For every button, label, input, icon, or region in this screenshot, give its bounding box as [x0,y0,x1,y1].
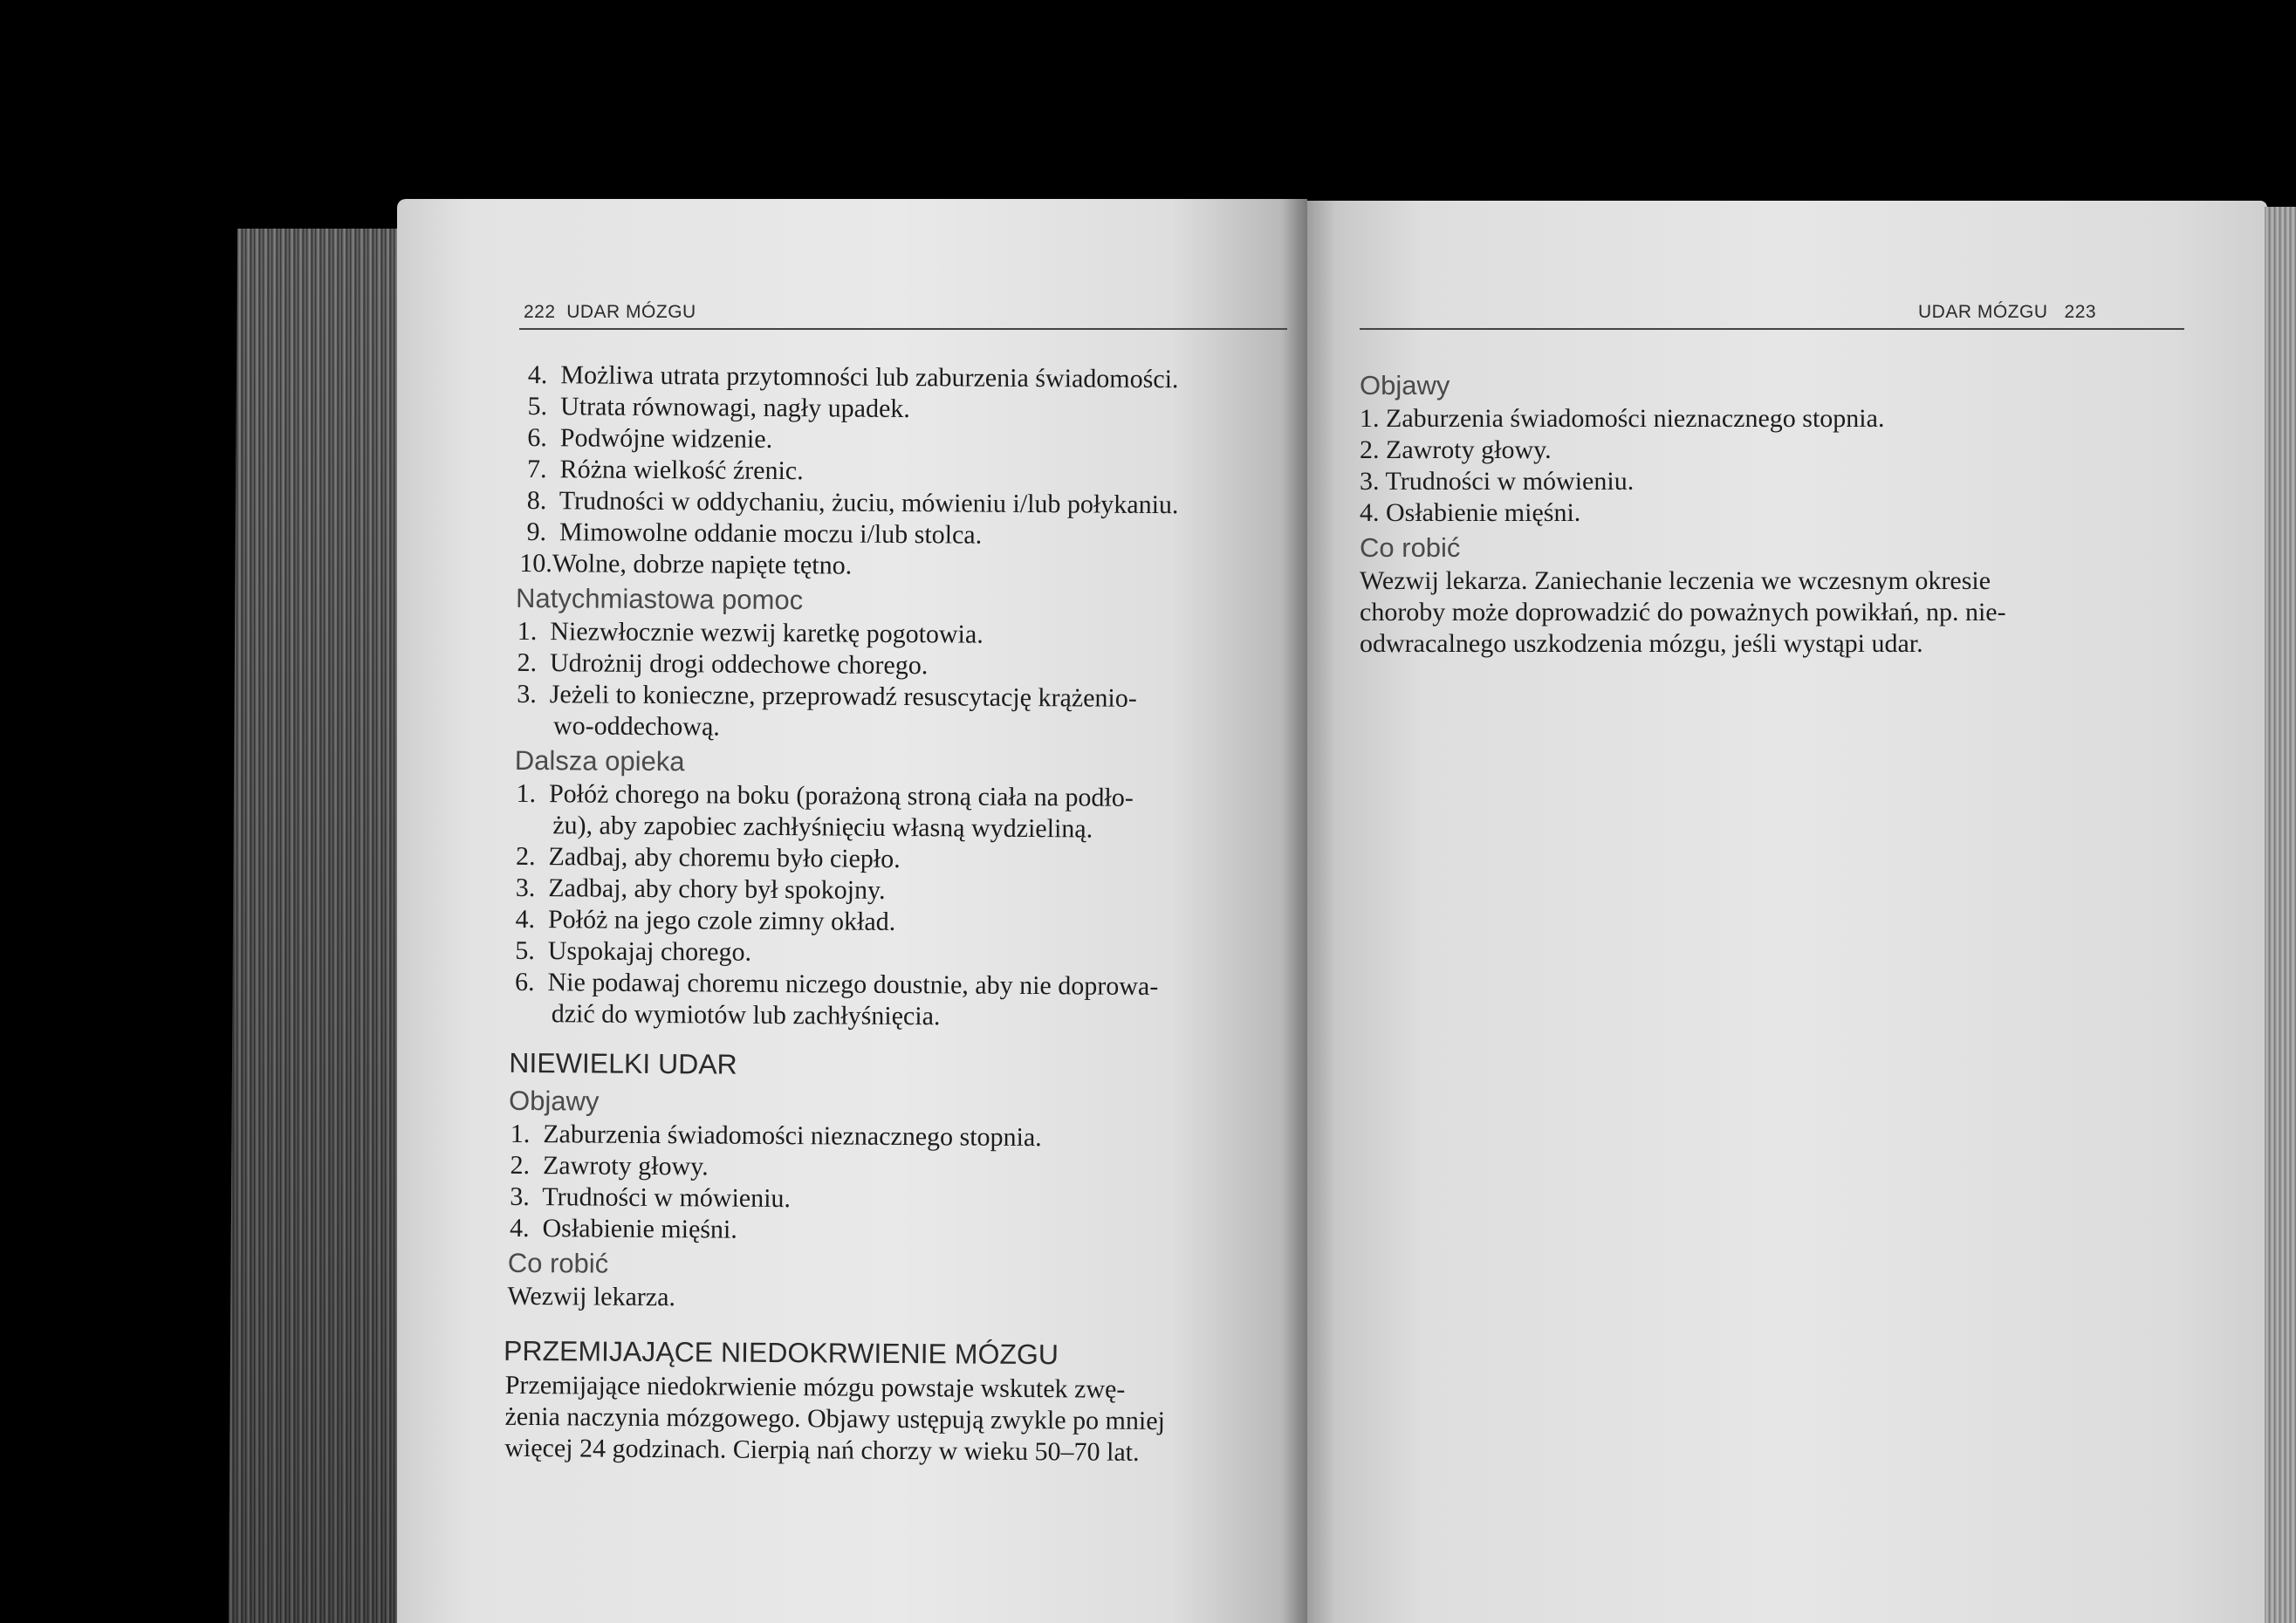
paragraph-line: Przemijające niedokrwienie mózgu powstaje wskutek zwę- [504,1370,1126,1404]
paragraph-line: więcej 24 godzinach. Cierpią nań chorzy w wieku 50–70 lat. [504,1433,1140,1467]
left-page [397,199,1307,1623]
list-item: 1. Połóż chorego na boku (porażoną stroną ciała na podło- [516,778,1134,812]
right-action-heading: Co robić [1360,532,1461,563]
list-item: 6. Podwójne widzenie. [527,422,773,454]
list-item: 5. Utrata równowagi, nagły upadek. [527,391,910,424]
list-item: 9. Mimowolne oddanie moczu i/lub stolca. [526,517,983,550]
list-item: 7. Różna wielkość źrenic. [527,454,804,486]
list-item: 8. Trudności w oddychaniu, żuciu, mówieniu i/lub połykaniu. [526,485,1179,520]
list-item: 4. Połóż na jego czole zimny okład. [515,904,896,936]
continued-symptom-list [519,360,1179,584]
list-item: 4. Osłabienie mięśni. [1360,498,1581,527]
left-header-rule [519,328,1287,330]
left-page-body [503,360,1179,1469]
tia-paragraph [504,1370,1172,1469]
list-item: 2. Zawroty głowy. [510,1150,709,1181]
list-item: 10.Wolne, dobrze napięte tętno. [519,548,853,580]
paragraph-line: żenia naczynia mózgowego. Objawy ustępują zwykle po mniej [504,1401,1166,1436]
list-item: 3. Jeżeli to konieczne, przeprowadź resuscytację krążenio- [517,679,1137,713]
list-item: 3. Trudności w mówieniu. [1360,467,1635,496]
paragraph-line: Wezwij lekarza. Zaniechanie leczenia we wczesnym okresie [1360,566,1991,595]
minor-stroke-title: NIEWIELKI UDAR [509,1046,737,1080]
immediate-help-list [517,616,1178,746]
tia-title: PRZEMIJAJĄCE NIEDOKRWIENIE MÓZGU [503,1334,1059,1371]
page-edges-right [2265,207,2296,1623]
list-item: 6. Nie podawaj choremu niczego doustnie, aby nie doprowa- [514,967,1159,1002]
right-action-paragraph [1360,565,2006,660]
left-page-number: 222 [524,302,556,322]
list-item: 2. Zadbaj, aby choremu było ciepło. [515,841,901,873]
paragraph-line: choroby może doprowadzić do poważnych powikłań, np. nie- [1360,598,2006,627]
list-item-continuation: żu), aby zapobiec zachłyśnięciu własną wydzieliną. [552,811,1093,844]
right-page-body [1360,366,2006,660]
right-page [1307,201,2267,1623]
list-item: 2. Zawroty głowy. [1360,435,1552,464]
minor-stroke-symptoms-heading: Objawy [508,1085,600,1117]
list-item: 1. Zaburzenia świadomości nieznacznego stopnia. [1360,404,1885,433]
further-care-heading: Dalsza opieka [514,744,685,777]
list-item: 5. Uspokajaj chorego. [515,935,752,967]
minor-stroke-symptom-list [510,1119,1175,1249]
list-item-continuation: wo-oddechową. [552,711,720,742]
list-item: 1. Zaburzenia świadomości nieznacznego stopnia. [510,1119,1042,1153]
right-symptoms-heading: Objawy [1360,370,1450,401]
paragraph-line: odwracalnego uszkodzenia mózgu, jeśli wystąpi udar. [1360,629,1923,658]
left-running-title: UDAR MÓZGU [566,302,696,322]
minor-stroke-action-text: Wezwij lekarza. [507,1281,676,1312]
right-symptom-list [1360,403,2006,529]
further-care-list [515,778,1177,1034]
list-item: 4. Osłabienie mięśni. [509,1213,737,1244]
right-page-number: 223 [2064,302,2097,322]
list-item: 3. Zadbaj, aby chory był spokojny. [515,873,886,905]
right-running-title: UDAR MÓZGU [1918,302,2048,322]
left-running-head [524,302,696,323]
minor-stroke-action-heading: Co robić [507,1247,609,1279]
list-item: 4. Możliwa utrata przytomności lub zaburzenia świadomości. [527,360,1179,394]
list-item: 1. Niezwłocznie wezwij karetkę pogotowia. [517,616,984,649]
list-item: 3. Trudności w mówieniu. [510,1181,792,1214]
immediate-help-heading: Natychmiastowa pomoc [515,582,804,616]
list-item: 2. Udrożnij drogi oddechowe chorego. [517,647,929,681]
list-item-continuation: dzić do wymiotów lub zachłyśnięcia. [551,999,941,1031]
right-running-head [1918,302,2096,323]
right-header-rule [1360,328,2184,330]
